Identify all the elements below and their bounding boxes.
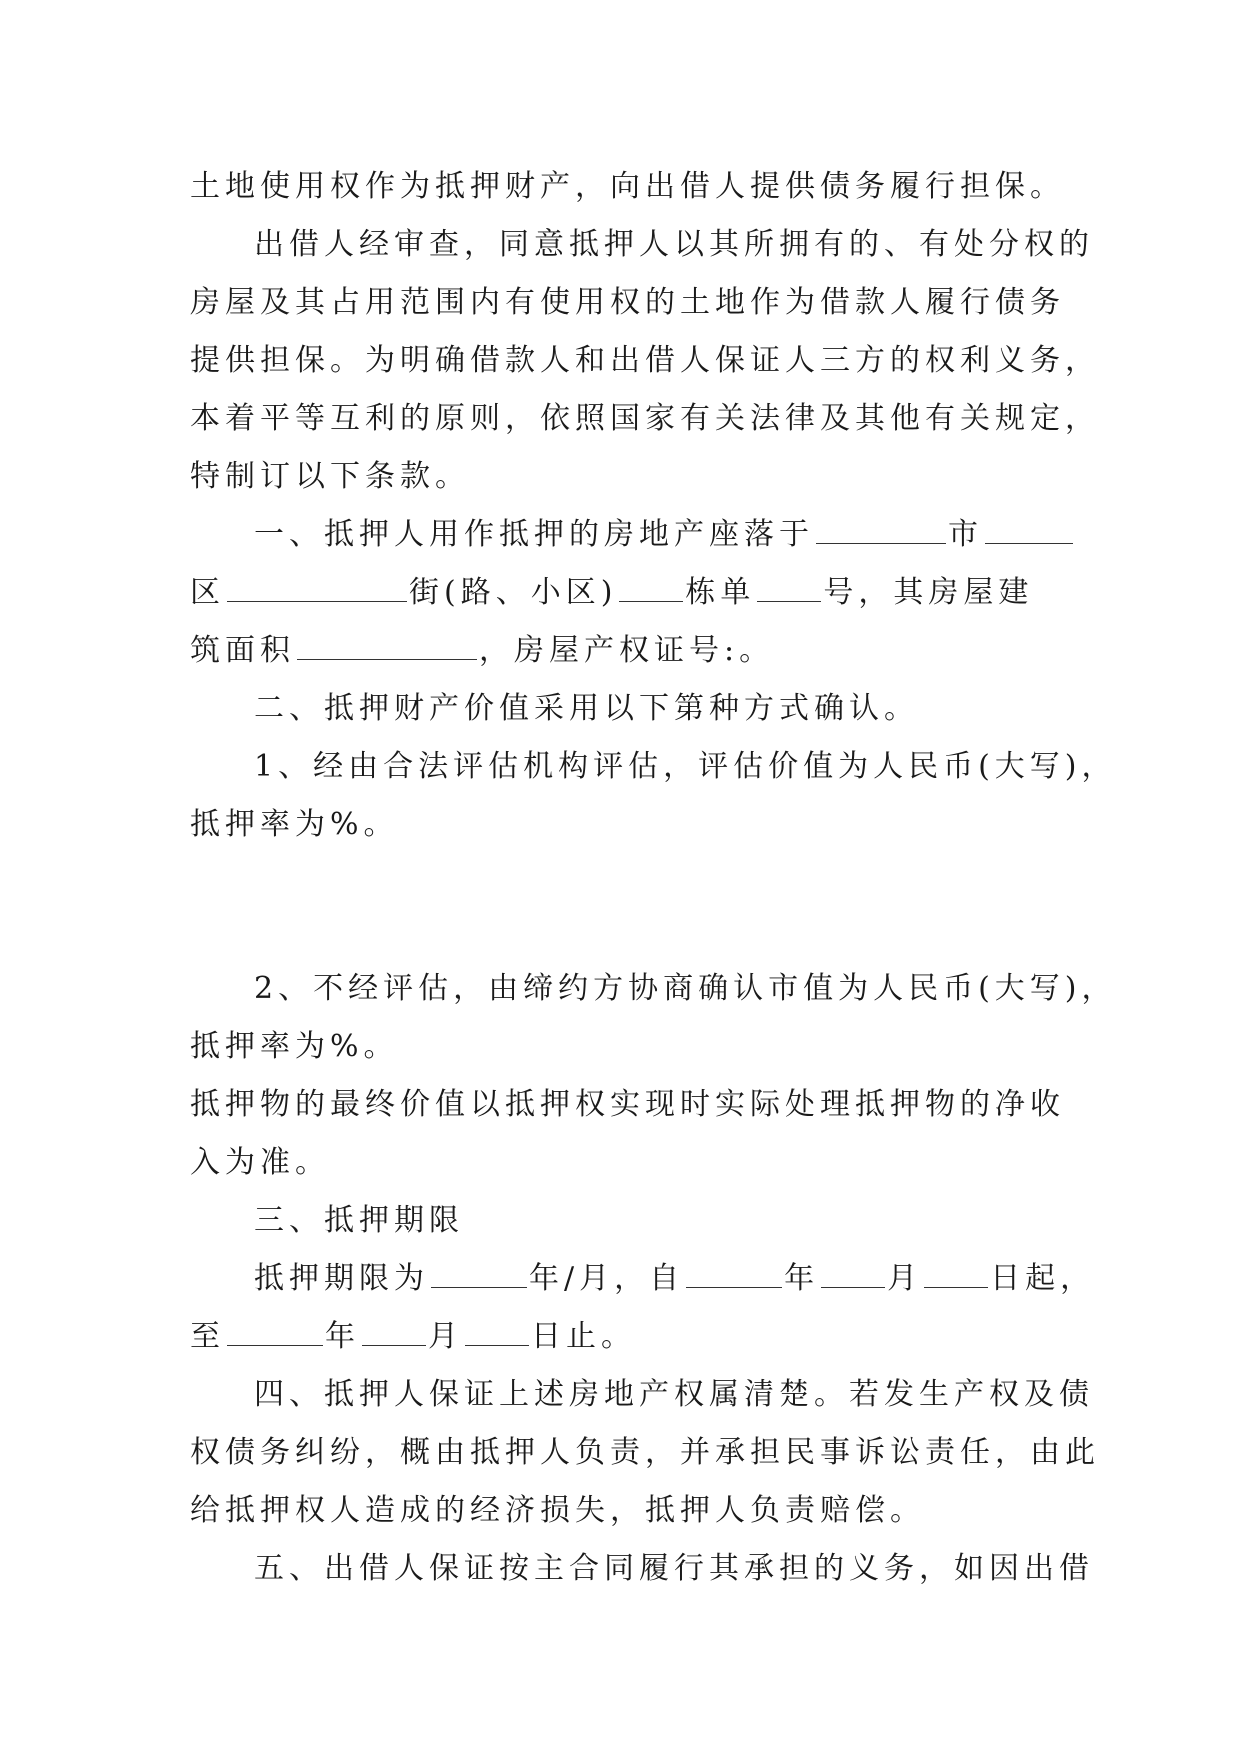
clause-2-item-1: 1、经由合法评估机构评估，评估价值为人民币(大写)，: [254, 749, 1117, 784]
fill-blank-street[interactable]: [227, 575, 407, 602]
clause-2-item-2: 2、不经评估，由缔约方协商确认市值为人民币(大写)，: [254, 971, 1117, 1006]
fill-blank-start-month[interactable]: [821, 1261, 885, 1288]
clause-4-line-1: 四、抵押人保证上述房地产权属清楚。若发生产权及债: [254, 1377, 1094, 1412]
clause-3-line-1: [190, 1250, 1096, 1308]
clause-text: 年/月，自: [529, 1261, 685, 1296]
fill-blank-city[interactable]: [816, 517, 946, 544]
fill-blank-start-day[interactable]: [924, 1261, 988, 1288]
clause-text: 日起，: [990, 1261, 1096, 1296]
clause-4-line-3: 给抵押权人造成的经济损失，抵押人负责赔偿。: [190, 1493, 925, 1528]
fill-blank-start-year[interactable]: [686, 1261, 782, 1288]
clause-text: 筑面积: [190, 633, 295, 668]
clause-text: 栋单: [685, 575, 756, 610]
clause-1-line-1: [190, 506, 1050, 564]
clause-text: 市: [948, 517, 983, 552]
fill-blank-building[interactable]: [619, 575, 683, 602]
fill-blank-number[interactable]: [757, 575, 821, 602]
fill-blank-end-year[interactable]: [227, 1319, 323, 1346]
clause-text: 街(路、小区): [409, 575, 618, 610]
text-line: 本着平等互利的原则，依照国家有关法律及其他有关规定，: [190, 401, 1100, 436]
clause-1-line-3: [190, 622, 1050, 680]
text-line: 提供担保。为明确借款人和出借人保证人三方的权利义务，: [190, 343, 1100, 378]
clause-text: 抵押期限为: [254, 1261, 429, 1296]
clause-text: 月: [887, 1261, 923, 1296]
clause-2-heading: 二、抵押财产价值采用以下第种方式确认。: [254, 691, 919, 726]
clause-text: 年: [325, 1319, 360, 1354]
clause-5-line-1: 五、出借人保证按主合同履行其承担的义务，如因出借: [254, 1551, 1094, 1586]
clause-2-item-2-rate: 抵押率为%。: [190, 1029, 399, 1064]
clause-2-note: 抵押物的最终价值以抵押权实现时实际处理抵押物的净收: [190, 1087, 1065, 1122]
clause-3-heading: 三、抵押期限: [254, 1203, 464, 1238]
clause-text: 区: [190, 575, 225, 610]
clause-2-note: 入为准。: [190, 1145, 330, 1180]
clause-text: ，房屋产权证号:。: [479, 633, 775, 668]
clause-text: 号，其房屋建: [823, 575, 1034, 610]
fill-blank-end-day[interactable]: [465, 1319, 529, 1346]
fill-blank-area[interactable]: [297, 633, 477, 660]
text-line: 房屋及其占用范围内有使用权的土地作为借款人履行债务: [190, 285, 1065, 320]
clause-3-line-2: [190, 1308, 1050, 1366]
clause-2-item-1-rate: 抵押率为%。: [190, 807, 399, 842]
fill-blank-end-month[interactable]: [362, 1319, 426, 1346]
fill-blank-district[interactable]: [985, 517, 1073, 544]
clause-text: 日止。: [531, 1319, 636, 1354]
clause-text: 一、抵押人用作抵押的房地产座落于: [254, 517, 814, 552]
spacer: [190, 854, 1050, 960]
text-line: 土地使用权作为抵押财产，向出借人提供债务履行担保。: [190, 169, 1065, 204]
clause-1-line-2: [190, 564, 1050, 622]
clause-4-line-2: 权债务纠纷，概由抵押人负责，并承担民事诉讼责任，由此: [190, 1435, 1100, 1470]
contract-body: [190, 158, 1117, 1598]
clause-text: 年: [784, 1261, 820, 1296]
fill-blank-term[interactable]: [431, 1261, 527, 1288]
clause-text: 月: [428, 1319, 463, 1354]
text-line: 出借人经审查，同意抵押人以其所拥有的、有处分权的: [254, 227, 1094, 262]
text-line: 特制订以下条款。: [190, 459, 470, 494]
clause-text: 至: [190, 1319, 225, 1354]
